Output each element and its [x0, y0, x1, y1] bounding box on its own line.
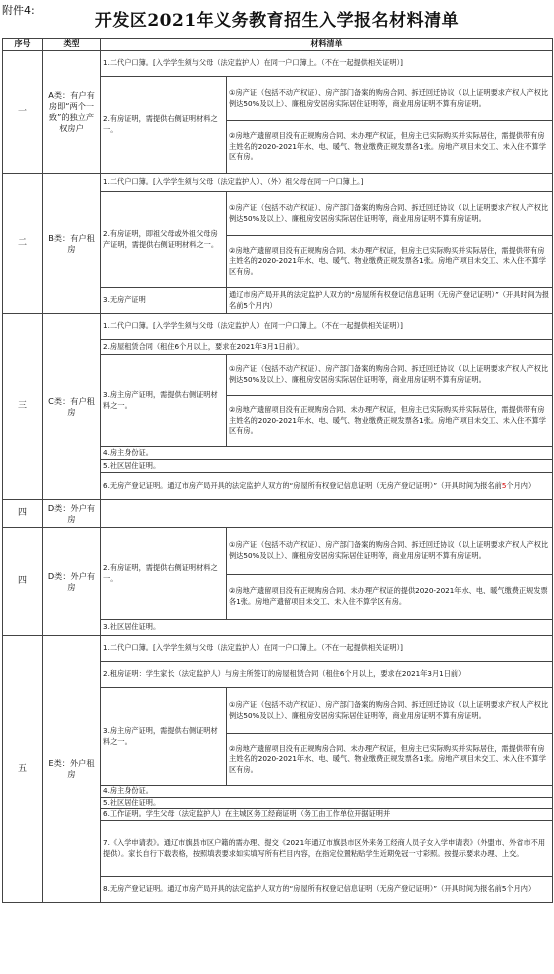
table-row — [3, 528, 553, 575]
e-option-2: ②房地产遗留项目没有正规购房合同、未办理产权证，但房主已实际购买并实际居住，需提供带有房主姓名的2020-2021年水、电、暖气、物业缴费正规发票各1张。房地产项目未交工、未入住不算学区有房。 — [227, 734, 553, 786]
header-materials: 材料清单 — [101, 39, 553, 51]
row-type-a: A类：有户有房即“两个一致”的独立产权房户 — [43, 51, 101, 174]
a-property-item: 2.有房证明，需提供右侧证明材料之一。 — [101, 77, 227, 174]
row-type-e: E类：外户租房 — [43, 636, 101, 903]
b-no-property-text: 通辽市房产局开具的法定监护人双方的“房屋所有权登记信息证明（无房产登记证明）”（开具时间为报名前5个月内） — [227, 288, 553, 314]
e-option-1: ①房产证（包括不动产权证）、房产部门备案的购房合同、拆迁回迁协议（以上证明要求产权人产权比例达50%及以上）、廉租房安居房实际居住证明等，商业用房证明不算有房证明。 — [227, 688, 553, 734]
table-row — [3, 314, 553, 340]
c-no-property-item — [101, 473, 553, 500]
c-option-2: ②房地产遗留项目没有正规购房合同、未办理产权证，但房主已实际购买并实际居住，需提供带有房主姓名的2020-2021年水、电、暖气、物业缴费正规发票各1张。房地产项目未交工、未入住不算学区有房。 — [227, 396, 553, 447]
b-hukou-item: 1.二代户口簿。[入学学生须与父母（法定监护人）、（外）祖父母在同一户口簿上。] — [101, 174, 553, 192]
c-residence-item: 5.社区居住证明。 — [101, 460, 553, 473]
row-seq-d2: 四 — [3, 528, 43, 636]
d-option-1: ①房产证（包括不动产权证）、房产部门备案的购房合同、拆迁回迁协议（以上证明要求产权人产权比例达50%及以上）、廉租房安居房实际居住证明等，商业用房证明不算有房证明。 — [227, 528, 553, 575]
a-option-1: ①房产证（包括不动产权证）、房产部门备案的购房合同、拆迁回迁协议（以上证明要求产权人产权比例达50%及以上）、廉租房安居房实际居住证明等，商业用房证明不算有房证明。 — [227, 77, 553, 121]
page-title: 开发区2021年义务教育招生入学报名材料清单 — [94, 11, 460, 31]
c-lease-item: 2.房屋租赁合同（租住6个月以上，要求在2021年3月1日前）。 — [101, 340, 553, 355]
header-seq: 序号 — [3, 39, 43, 51]
a-option-2: ②房地产遗留项目没有正规购房合同、未办理产权证，但房主已实际购买并实际居住，需提供带有房主姓名的2020-2021年水、电、暖气、物业缴费正规发票各1张。房地产项目未交工、未入住不算学区有房。 — [227, 121, 553, 174]
row-seq-c: 三 — [3, 314, 43, 500]
row-seq-a: 一 — [3, 51, 43, 174]
e-owner-id-item: 4.房主身份证。 — [101, 786, 553, 798]
c-no-property-text-a: 6.无房产登记证明。通辽市房产局开具的法定监护人双方的“房屋所有权登记信息证明（无房产登记证明）”（开具时间为报名前 — [103, 480, 502, 490]
row-seq-b: 二 — [3, 174, 43, 314]
row-seq-d1: 四 — [3, 500, 43, 528]
d-property-item: 2.有房证明，需提供右侧证明材料之一。 — [101, 528, 227, 620]
e-hukou-item: 1.二代户口簿。[入学学生须与父母（法定监护人）在同一户口簿上。（不在一起提供相关证明）] — [101, 636, 553, 662]
materials-table — [2, 38, 553, 903]
c-no-property-months: 5 — [501, 480, 507, 490]
attachment-label: 附件4: — [2, 4, 35, 17]
table-header-row — [3, 39, 553, 51]
b-option-1: ①房产证（包括不动产权证）、房产部门备案的购房合同、拆迁回迁协议（以上证明要求产权人产权比例达50%及以上）、廉租房安居房实际居住证明等，商业用房证明不算有房证明。 — [227, 192, 553, 236]
row-type-b: B类：有户租房 — [43, 174, 101, 314]
e-application-form-item: 7.《入学申请表》。通辽市旗县市区户籍的需办理、提交《2021年通辽市旗县市区外来务工经商人员子女入学申请表》（外盟市、外省市不用提供）。家长自行下载表格，按照填表要求如实填写所有栏目内容，在指定位置粘贴学生近期免冠一寸彩照。按提示要求办理、上交。 — [101, 821, 553, 877]
e-lease-item: 2.租房证明：学生家长（法定监护人）与房主所签订的房屋租赁合同（租住6个月以上，要求在2021年3月1日前） — [101, 662, 553, 688]
table-row — [3, 636, 553, 662]
c-hukou-item: 1.二代户口簿。[入学学生须与父母（法定监护人）在同一户口簿上。（不在一起提供相关证明）] — [101, 314, 553, 340]
d-residence-item: 3.社区居住证明。 — [101, 620, 553, 636]
table-row — [3, 500, 553, 528]
e-no-property-item: 8.无房产登记证明。通辽市房产局开具的法定监护人双方的“房屋所有权登记信息证明（无房产登记证明）”（开具时间为报名前5个月内） — [101, 877, 553, 903]
b-no-property-label: 3.无房产证明 — [101, 288, 227, 314]
table-row — [3, 174, 553, 192]
c-option-1: ①房产证（包括不动产权证）、房产部门备案的购房合同、拆迁回迁协议（以上证明要求产权人产权比例达50%及以上）、廉租房安居房实际居住证明等，商业用房证明不算有房证明。 — [227, 355, 553, 396]
row-seq-e: 五 — [3, 636, 43, 903]
b-property-item: 2.有房证明，即祖父母或外祖父母房产证明，需提供右侧证明材料之一。 — [101, 192, 227, 288]
d1-empty-cell — [101, 500, 553, 528]
b-option-2: ②房地产遗留项目没有正规购房合同、未办理产权证，但房主已实际购买并实际居住，需提供带有房主姓名的2020-2021年水、电、暖气、物业缴费正规发票各1张。房地产项目未交工、未入住不算学区有房。 — [227, 236, 553, 288]
c-owner-id-item: 4.房主身份证。 — [101, 447, 553, 460]
row-type-d1: D类：外户有房 — [43, 500, 101, 528]
row-type-c: C类：有户租房 — [43, 314, 101, 500]
d-option-2: ②房地产遗留项目没有正规购房合同、未办理产权证的提供2020-2021年水、电、暖气缴费正规发票各1张。房地产遗留项目未交工、未入住不算学区有房。 — [227, 575, 553, 620]
e-work-item: 6.工作证明。学生父母（法定监护人）在主城区务工经商证明（务工由工作单位开据证明并 — [101, 809, 553, 821]
c-no-property-text-b: 个月内） — [506, 480, 536, 490]
c-owner-item: 3.房主房产证明，需提供右侧证明材料之一。 — [101, 355, 227, 447]
row-type-d2: D类：外户有房 — [43, 528, 101, 636]
table-row — [3, 51, 553, 77]
a-hukou-item: 1.二代户口簿。[入学学生须与父母（法定监护人）在同一户口簿上。（不在一起提供相关证明）] — [101, 51, 553, 77]
e-residence-item: 5.社区居住证明。 — [101, 797, 553, 809]
e-owner-item: 3.房主房产证明，需提供右侧证明材料之一。 — [101, 688, 227, 786]
header-type: 类型 — [43, 39, 101, 51]
